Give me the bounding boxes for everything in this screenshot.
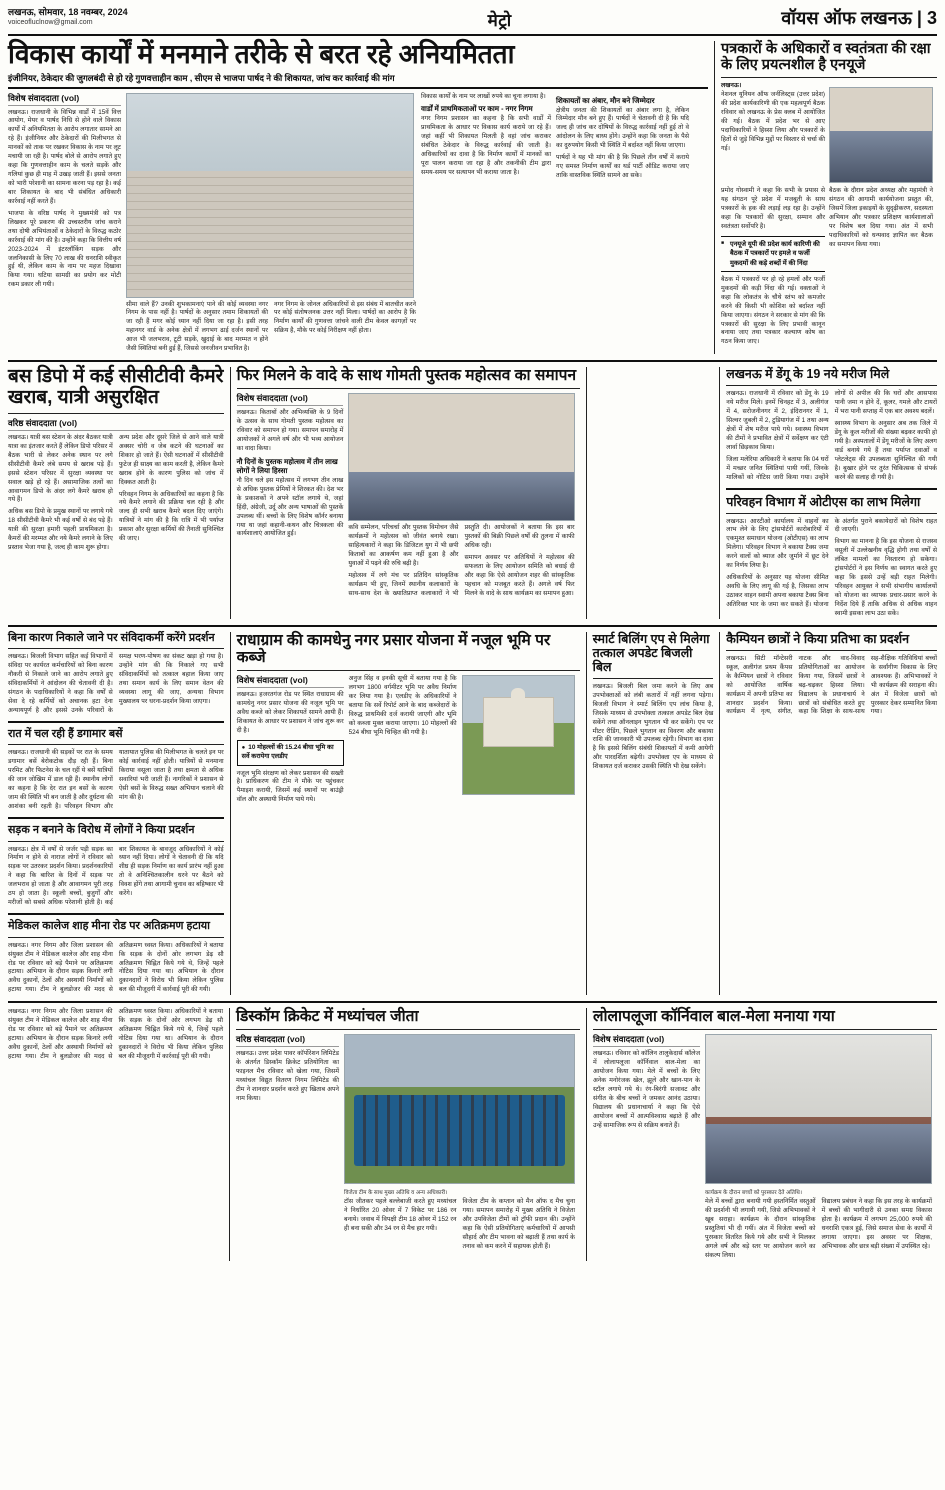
lead-column-1 xyxy=(8,93,126,355)
cricket-article xyxy=(229,1008,580,1261)
sadak-text: लखनऊ। क्षेत्र में वर्षों से जर्जर पड़ी सड़क का निर्माण न होने से नाराज लोगों ने रविवार को सड़क पर उतरकर प्रदर्शन किया। प्रदर्शनकारियों ने कहा कि बारिश के दिनों में सड़क पर जलभराव हो जाता है और आवागमन पूरी तरह ठप हो जाता है। स्कूली बच्चों, बुजुर्गों और मरीजों को सबसे अधिक परेशानी होती है। कई बार शिकायत के बावजूद अधिकारियों ने कोई ध्यान नहीं दिया। लोगों ने चेतावनी दी कि यदि शीघ्र ही सड़क निर्माण का कार्य प्रारंभ नहीं हुआ तो वे अनिश्चितकालीन धरने पर बैठने को विवश होंगे तथा आगामी चुनाव का बहिष्कार भी करेंगे। xyxy=(8,845,224,907)
radhagram-headline: राधाग्राम की कामधेनु नगर प्रसार योजना में नजूल भूमि पर कब्जे xyxy=(236,631,551,666)
radhagram-col3-text: अनुज सिंह व इनकी सूची में बताया गया है कि लगभग 1800 वर्गमीटर भूमि पर अवैध निर्माण कर लिया गया है। एलडीए के अधिकारियों ने बताया कि सर्वे रिपोर्ट आने के बाद कब्जेदारों के विरुद्ध प्राथमिकी दर्ज करायी जाएगी और भूमि को कब्जा मुक्त कराया जाएगा। 10 मोहल्लों की 524 बीघा भूमि चिन्हित की गयी है। xyxy=(348,674,457,736)
radhagram-byline: विशेष संवाददाता (vol) xyxy=(237,675,344,688)
photo-brick-stack xyxy=(127,171,413,297)
gomti-col5-text: समापन अवसर पर अतिथियों ने महोत्सव की सफलता के लिए आयोजन समिति को बधाई दी और कहा कि ऐसे आयोजन शहर की सांस्कृतिक पहचान को मजबूत करते हैं। अगले वर्ष फिर मिलने के वादे के साथ कार्यक्रम का समापन हुआ। xyxy=(464,553,575,597)
lead-col2b-text: नगर निगम के जोनल अधिकारियों से इस संबंध में बातचीत करने पर कोई संतोषजनक उत्तर नहीं मिला। पार्षदों का आरोप है कि निर्माण कार्यों की गुणवत्ता जांचने वाली टीम केवल कागज़ों पर सक्रिय है, मौके पर कोई निरीक्षण नहीं होता। xyxy=(274,300,416,335)
gomti-col4-text: महोत्सव में लगे मंच पर प्रतिदिन सांस्कृतिक कार्यक्रम भी हुए, जिनमें स्थानीय कलाकारों के साथ-साथ देश के ख्यातिप्राप्त कलाकारों ने भी प्रस्तुति दी। आयोजकों ने बताया कि इस बार पुस्तकों की बिक्री पिछले वर्षों की तुलना में काफी अधिक रही। xyxy=(348,524,575,597)
lead-photo xyxy=(126,93,414,298)
cricket-headline: डिस्कॉम क्रिकेट में मध्यांचल जीता xyxy=(236,1008,419,1026)
lolla-article xyxy=(586,1008,937,1261)
photo-group-people xyxy=(830,131,932,183)
rto-col2-text: अधिकारियों के अनुसार यह योजना सीमित अवधि के लिए लागू की गई है, जिसका लाभ उठाकर वाहन स्वामी अपना बकाया टैक्स बिना अतिरिक्त भार के जमा कर सकते हैं। योजना के अंतर्गत पुराने बकायेदारों को विशेष राहत दी जाएगी। xyxy=(726,517,937,608)
nuj-col1-text: नेशनल यूनियन ऑफ जर्नलिस्ट्स (उत्तर प्रदेश) की प्रदेश कार्यकारिणी की एक महत्वपूर्ण बैठक रविवार को लखनऊ के प्रेस क्लब में आयोजित की गई। बैठक में प्रदेश भर से आए पदाधिकारियों ने हिस्सा लिया और पत्रकारों के हितों से जुड़े विभिन्न मुद्दों पर विस्तार से चर्चा की गई। xyxy=(721,91,825,153)
lead-col4-subhead: शिकायतों का अंबार, मौन बने जिम्मेदार xyxy=(556,95,655,105)
band2-spacer xyxy=(586,367,714,619)
page-separator: | xyxy=(916,8,922,28)
radhagram-col2-text: नजूल भूमि संरक्षण को लेकर प्रशासन की सख्ती है। प्राधिकरण की टीम ने मौके पर पहुंचकर पैमाइश करायी, जिसमें कई स्थानों पर बाउंड्री वॉल और अस्थायी निर्माण पाये गये। xyxy=(236,769,344,804)
medical-text: लखनऊ। नगर निगम और जिला प्रशासन की संयुक्त टीम ने मेडिकल कालेज और शाह मीना रोड पर रविवार को बड़े पैमाने पर अतिक्रमण हटाया। अभियान के दौरान सड़क किनारे लगी अवैध दुकानों, ठेलों और अस्थायी निर्माणों को हटाया गया। टीम ने बुलडोजर की मदद से अतिक्रमण ध्वस्त किया। अधिकारियों ने बताया कि सड़क के दोनों ओर लगभग डेढ़ सौ अतिक्रमण चिह्नित किये गये थे, जिन्हें पहले नोटिस दिया गया था। अभियान के दौरान दुकानदारों ने विरोध भी किया लेकिन पुलिस बल की मौजूदगी में कार्रवाई पूरी की गयी। xyxy=(8,941,224,994)
paper-title-block xyxy=(781,6,937,30)
gomti-col2-text: नौ दिन चले इस महोत्सव में लगभग तीन लाख से अधिक पुस्तक प्रेमियों ने शिरकत की। देश भर के प्रकाशकों ने अपने स्टॉल लगाये थे, जहां हिंदी, अंग्रेजी, उर्दू और अन्य भाषाओं की पुस्तकें उपलब्ध थीं। बच्चों के लिए विशेष कॉर्नर बनाया गया था जहां कहानी-कथन और चित्रकला की कार्यशालाएं आयोजित हुईं। xyxy=(236,476,344,538)
lolla-col-2 xyxy=(705,1034,937,1261)
campus-article xyxy=(719,632,937,995)
radhagram-col-1 xyxy=(237,675,349,805)
nuj-headline: पत्रकारों के अधिकारों व स्वतंत्रता की रक्षा के लिए प्रयत्नशील है एनयूजे xyxy=(721,41,931,74)
sadak-article xyxy=(8,824,224,908)
dengue-col2-text: जिला मलेरिया अधिकारी ने बताया कि 04 घरों में मच्छर जनित स्थितियां पायी गयीं, जिनके मालिकों को नोटिस जारी किया गया। उन्होंने लोगों से अपील की कि घरों और आसपास पानी जमा न होने दें, कूलर, गमले और टायरों में भरा पानी सप्ताह में एक बार अवश्य बदलें। xyxy=(726,390,937,481)
radhagram-photo xyxy=(462,675,575,795)
lead-article xyxy=(8,41,708,354)
lead-col3a-text: विकास कार्यों के नाम पर लाखों रुपये का चूना लगाया है। xyxy=(421,92,546,100)
page-number: 3 xyxy=(926,8,937,28)
gomti-col3-text: कवि सम्मेलन, परिचर्चा और पुस्तक विमोचन जैसे कार्यक्रमों ने महोत्सव को जीवंत बनाये रखा। साहित्यकारों ने कहा कि डिजिटल युग में भी छपी किताबों का आकर्षण कम नहीं हुआ है और युवाओं में पढ़ने की रुचि बढ़ी है। xyxy=(348,524,459,567)
samvida-headline: बिना कारण निकाले जाने पर संविदाकर्मी करेंगे प्रदर्शन xyxy=(8,631,215,644)
lead-col1-text: लखनऊ। राजधानी के विभिन्न वार्डों में 15वें वित्त आयोग, मेयर व पार्षद निधि से होने वाले विकास कार्यों में अनियमितता के आरोप लगातार सामने आ रहे हैं। इंजीनियर और ठेकेदारों की मिलीभगत से मानकों को ताक पर रखकर विकास के नाम पर लूट मचायी जा रही है। पार्षद बोले से आरोप लगाते हुए कहा कि गुणवत्ताहीन काम के चलते सड़कें और गलियां कुछ ही माह में उखड़ जाती हैं। इससे जनता को भारी परेशानी का सामना करना पड़ रहा है। कई बार शिकायत के बाद भी संबंधित अधिकारी कार्रवाई नहीं करते हैं। xyxy=(8,108,121,205)
dateline: लखनऊ, सोमवार, 18 नवम्बर, 2024 xyxy=(8,7,128,17)
nuj-dateline: लखनऊ। xyxy=(721,82,742,90)
lead-col3-subhead: वार्डों में प्राथमिकताओं पर काम - नगर निगम xyxy=(421,104,533,114)
cctv-col3b-text: परिवहन निगम के अधिकारियों का कहना है कि नये कैमरे लगाने की प्रक्रिया चल रही है और जल्द ही सभी खराब कैमरे बदल दिए जाएंगे। यात्रियों ने मांग की है कि रात्रि में भी पर्याप्त प्रकाश और सुरक्षा कर्मियों की तैनाती सुनिश्चित की जाए। xyxy=(118,490,224,543)
nuj-photo xyxy=(829,87,933,183)
band-two xyxy=(8,360,937,619)
photo-dome xyxy=(511,688,524,700)
gomti-col-1 xyxy=(237,393,349,599)
samvida-article xyxy=(8,632,224,716)
cricket-col3-text: विजेता टीम के कप्तान को मैन ऑफ द मैच चुना गया। समापन समारोह में मुख्य अतिथि ने विजेता और उपविजेता टीमों को ट्रॉफी प्रदान की। उन्होंने कहा कि ऐसी प्रतियोगिताएं कर्मचारियों में आपसी सौहार्द और टीम भावना को बढ़ाती हैं तथा कार्य के तनाव को कम करने में सहायक होती हैं। xyxy=(462,1198,575,1250)
photo-team-group xyxy=(354,1095,565,1166)
cctv-col3-text: अन्य प्रदेश और दूसरे जिले से आने वाले यात्री अक्सर चोरी व जेब कटने की घटनाओं का शिकार हो जाते हैं। ऐसी घटनाओं में सीसीटीवी फुटेज ही साक्ष्य का काम करती है, लेकिन कैमरे खराब होने के कारण पुलिस को जांच में दिक्कत आती है। xyxy=(118,433,224,486)
rto-article xyxy=(726,495,937,619)
radhagram-col-2 xyxy=(349,675,462,805)
medical-headline: मेडिकल कालेज शाह मीना रोड पर अतिक्रमण हटाया xyxy=(8,920,211,933)
dengue-article xyxy=(726,367,937,482)
nuj-col4-text: बैठक के दौरान प्रदेश अध्यक्ष और महामंत्री ने संगठन की आगामी कार्ययोजना प्रस्तुत की, जिसमें जिला इकाइयों के सुदृढ़ीकरण, सदस्यता अभियान और पत्रकार प्रशिक्षण कार्यशालाओं पर विशेष बल दिया गया। अंत में सभी पदाधिकारियों को धन्यवाद ज्ञापित कर बैठक का समापन किया गया। xyxy=(829,187,933,249)
smart-billing-article xyxy=(586,632,714,995)
cricket-photo-caption: विजेता टीम के साथ मुख्य अतिथि व अन्य अधिकारी। xyxy=(344,1190,448,1197)
lead-column-4 xyxy=(556,93,694,355)
paper-name: वॉयस ऑफ लखनऊ xyxy=(781,8,912,28)
lolla-photo xyxy=(705,1034,932,1184)
lolla-photo-caption: कार्यक्रम के दौरान बच्चों को पुरस्कार देते अतिथि। xyxy=(705,1190,803,1197)
smart-text: लखनऊ। बिजली बिल जमा करने के लिए अब उपभोक्ताओं को लंबी कतारों में नहीं लगना पड़ेगा। बिजली विभाग ने स्मार्ट बिलिंग एप लांच किया है, जिसके माध्यम से उपभोक्ता तत्काल अपडेट बिल देख सकेंगे तथा ऑनलाइन भुगतान भी कर सकेंगे। एप पर मीटर रीडिंग, पिछले भुगतान का विवरण और बकाया राशि की जानकारी भी उपलब्ध रहेगी। विभाग का दावा है कि इससे बिलिंग संबंधी शिकायतों में कमी आयेगी और पारदर्शिता बढ़ेगी। उपभोक्ता एप के माध्यम से शिकायत दर्ज कराकर उसकी स्थिति भी देख सकेंगे। xyxy=(592,682,714,771)
lead-col1b-text: भाजपा के वरिष्ठ पार्षद ने मुख्यमंत्री को पत्र लिखकर पूरे प्रकरण की उच्चस्तरीय जांच कराने तथा दोषी अभियंताओं व ठेकेदारों के विरुद्ध कठोर कार्रवाई की मांग की है। उन्होंने कहा कि वित्तीय वर्ष 2023-2024 में इंटरलॉकिंग सड़क और जलनिकासी के लिए 70 लाख की धनराशि स्वीकृत हुई थी, लेकिन काम के नाम पर महज दिखावा किया गया। घटिया सामग्री का प्रयोग कर मोटी रकम डकार ली गयी। xyxy=(8,209,121,289)
masthead-left xyxy=(8,6,218,28)
cricket-col1-text: लखनऊ। उत्तर प्रदेश पावर कॉर्पोरेशन लिमिटेड के अंतर्गत डिस्कॉम क्रिकेट प्रतियोगिता का फाइनल मैच रविवार को खेला गया, जिसमें मध्यांचल विद्युत वितरण निगम लिमिटेड की टीम ने शानदार प्रदर्शन करते हुए खिताब अपने नाम किया। xyxy=(236,1050,339,1102)
left-stack xyxy=(8,632,224,995)
dengue-headline: लखनऊ में डेंगू के 19 नये मरीज मिले xyxy=(726,367,890,382)
radhagram-photo-wrap xyxy=(462,675,580,805)
cricket-photo xyxy=(344,1034,575,1184)
cctv-col2-text: अधिक बस डिपो के प्रमुख स्थानों पर लगाये गये 18 सीसीटीवी कैमरे भी कई वर्षों से बंद पड़े हैं। यात्री की सुरक्षा हमारी पहली प्राथमिकता है। कैमरों की मरम्मत और नये कैमरे लगाने के लिए प्रस्ताव भेजा गया है, जल्द ही काम शुरू होगा। xyxy=(8,508,113,552)
cricket-col2-text: टॉस जीतकर पहले बल्लेबाजी करते हुए मध्यांचल ने निर्धारित 20 ओवर में 7 विकेट पर 186 रन बनाये। जवाब में विपक्षी टीम 18 ओवर में 152 रन ही बना सकी और 34 रन से मैच हार गयी। xyxy=(344,1198,457,1233)
photo-children-group xyxy=(706,1124,931,1183)
nuj-photo-wrap xyxy=(829,82,937,187)
section-title: मेट्रो xyxy=(487,11,512,30)
campus-headline: कैम्पियन छात्रों ने किया प्रतिभा का प्रदर्शन xyxy=(726,631,910,646)
dangamaar-text: लखनऊ। राजधानी की सड़कों पर रात के समय डगामार बसें बेरोकटोक दौड़ रही हैं। बिना परमिट और फिटनेस के चल रहीं ये बसें यात्रियों की जान जोखिम में डाल रही हैं। स्थानीय लोगों का कहना है कि देर रात इन बसों के कारण जाम की स्थिति भी बन जाती है और दुर्घटना की आशंका बनी रहती है। परिवहन विभाग और यातायात पुलिस की मिलीभगत के चलते इन पर कोई कार्रवाई नहीं होती। यात्रियों से मनमाना किराया वसूला जाता है तथा क्षमता से अधिक सवारियां भरी जाती हैं। नागरिकों ने प्रशासन से ऐसी बसों के विरुद्ध सख्त अभियान चलाने की मांग की है। xyxy=(8,749,224,811)
gomti-byline: विशेष संवाददाता (vol) xyxy=(237,393,344,406)
rto-col3-text: विभाग का मानना है कि इस योजना से राजस्व वसूली में उल्लेखनीय वृद्धि होगी तथा वर्षों से लंबित मामलों का निस्तारण हो सकेगा। ट्रांसपोर्टरों ने इस निर्णय का स्वागत करते हुए कहा कि इससे उन्हें बड़ी राहत मिलेगी। परिवहन आयुक्त ने सभी संभागीय कार्यालयों को योजना का व्यापक प्रचार-प्रसार करने के निर्देश दिये हैं ताकि अधिक से अधिक वाहन स्वामी इसका लाभ उठा सकें। xyxy=(834,538,937,617)
radhagram-article xyxy=(230,632,580,995)
cricket-byline: वरिष्ठ संवाददाता (vol) xyxy=(236,1034,339,1047)
lead-column-2 xyxy=(126,93,421,355)
nuj-col-2 xyxy=(721,187,829,347)
smart-headline: स्मार्ट बिलिंग एप से मिलेगा तत्काल अपडेट बिजली बिल xyxy=(592,631,710,674)
rto-headline: परिवहन विभाग में ओटीएस का लाभ मिलेगा xyxy=(726,494,921,509)
band-three xyxy=(8,625,937,995)
lead-col4a-text: क्षेत्रीय जनता की शिकायतों का अंबार लगा है, लेकिन जिम्मेदार मौन बने हुए हैं। पार्षदों ने चेतावनी दी है कि यदि जल्द ही जांच कर दोषियों के विरुद्ध कार्रवाई नहीं हुई तो वे आंदोलन के लिए बाध्य होंगे। उन्होंने कहा कि जनता के पैसे का दुरुपयोग किसी भी स्थिति में बर्दाश्त नहीं किया जाएगा। xyxy=(556,106,689,150)
email-address: voiceofluclnow@gmail.com xyxy=(8,19,93,27)
lead-col2a-text: सीमा वाले हैं? उनकी शुभकामनाएं पाने की कोई व्यवस्था नगर निगम के पास नहीं है। पार्षदों के अनुसार तमाम शिकायतों की जा रही हैं मगर कोई ध्यान नहीं दिया जा रहा है। इसी तरह महानगर वार्ड के अनेक क्षेत्रों में लगभग ढाई दर्जन स्थानों पर आज भी जलभराव, टूटी सड़कें, खुदाई के बाद मरम्मत न होने जैसी स्थितियां बनी हुई हैं, जिससे जनजीवन प्रभावित है। xyxy=(126,300,268,353)
gomti-col1-text: लखनऊ। किताबों और अभिव्यक्ति के 9 दिनों के उत्सव के साथ गोमती पुस्तक महोत्सव का रविवार को समापन हो गया। समापन समारोह में आयोजकों ने अगले वर्ष और भी भव्य आयोजन का वादा किया। xyxy=(236,409,344,452)
dengue-col1-text: लखनऊ। राजधानी में रविवार को डेंगू के 19 नये मरीज मिले। इनमें चिनहट में 3, अलीगंज में 4, सरोजनीनगर में 2, इंदिरानगर में 1, सिल्वर जुबली में 2, टुडियागंज में 1 तथा अन्य क्षेत्रों में शेष मरीज पाये गये। स्वास्थ्य विभाग की टीमों ने प्रभावित क्षेत्रों में सर्वेक्षण कर एंटी लार्वा छिड़काव किया। xyxy=(726,390,829,451)
lead-col3b-text: नगर निगम प्रशासन का कहना है कि सभी वार्डों में प्राथमिकता के आधार पर विकास कार्य कराये जा रहे हैं। जहां कहीं भी शिकायत मिलती है वहां जांच कराकर संबंधित ठेकेदार के विरुद्ध कार्रवाई की जाती है। अधिकारियों का दावा है कि निर्माण कार्यों में मानकों का पूरा पालन कराया जा रहा है और तकनीकी टीम द्वारा समय-समय पर सत्यापन भी कराया जाता है। xyxy=(421,115,551,177)
band4-left-text: लखनऊ। नगर निगम और जिला प्रशासन की संयुक्त टीम ने मेडिकल कालेज और शाह मीना रोड पर रविवार को बड़े पैमाने पर अतिक्रमण हटाया। अभियान के दौरान सड़क किनारे लगी अवैध दुकानों, ठेलों और अस्थायी निर्माणों को हटाया गया। टीम ने बुलडोजर की मदद से अतिक्रमण ध्वस्त किया। अधिकारियों ने बताया कि सड़क के दोनों ओर लगभग डेढ़ सौ अतिक्रमण चिह्नित किये गये थे, जिन्हें पहले नोटिस दिया गया था। अभियान के दौरान दुकानदारों ने विरोध भी किया लेकिन पुलिस बल की मौजूदगी में कार्रवाई पूरी की गयी। xyxy=(8,1008,223,1060)
dengue-col3-text: स्वास्थ्य विभाग के अनुसार अब तक जिले में डेंगू के कुल मरीजों की संख्या बढ़कर काफी हो गयी है। अस्पतालों में डेंगू मरीजों के लिए अलग वार्ड बनाये गये हैं तथा पर्याप्त दवाओं व प्लेटलेट्स की उपलब्धता सुनिश्चित की गयी है। बुखार होने पर तुरंत चिकित्सक से संपर्क करने की सलाह दी गयी है। xyxy=(834,419,937,481)
photo-visitors xyxy=(349,472,573,520)
radhagram-col1-text: लखनऊ। हजरतगंज रोड पर स्थित राधाग्राम की कामधेनु नगर प्रसार योजना की नजूल भूमि पर अवैध कब्जे को लेकर शिकायतें सामने आयी हैं। शिकायत के आधार पर प्रशासन ने जांच शुरू कर दी है। xyxy=(236,690,344,734)
lead-section xyxy=(8,41,937,354)
band4-left-filler xyxy=(8,1008,223,1261)
gomti-col-2 xyxy=(348,393,579,599)
gomti-photo xyxy=(348,393,574,521)
nuj-col-1 xyxy=(721,82,829,187)
nuj-pullquote: ■ एनयूजे यूपी की प्रदेश कार्य कारिणी की बैठक में पत्रकारों पर हमले व फर्जी मुकदमों की कड़े शब्दों में की निंदा xyxy=(721,236,825,272)
cctv-headline: बस डिपो में कई सीसीटीवी कैमरे खराब, यात्री असुरक्षित xyxy=(8,366,224,409)
cricket-col-1 xyxy=(236,1034,344,1252)
cctv-article xyxy=(8,367,224,619)
medical-article xyxy=(8,920,224,995)
gomti-article xyxy=(230,367,580,619)
lolla-col-1 xyxy=(593,1034,705,1261)
rto-col1-text: लखनऊ। आरटीओ कार्यालय में वाहनों का लाभ लेने के लिए ट्रांसपोर्टरों कारोबारियों में एकमुश्त समाधान योजना (ओटीएस) का लाभ मिलेगा। परिवहन विभाग ने बकाया टैक्स जमा करने वालों को ब्याज और जुर्माने में छूट देने का निर्णय लिया है। xyxy=(726,517,829,570)
nuj-col-3 xyxy=(829,187,937,347)
lead-column-3 xyxy=(421,93,556,355)
radhagram-kicker: ● 10 मोहल्लों की 15.24 बीघा भूमि का सर्वे करायेगा एलडीए xyxy=(237,740,344,766)
dengue-rto-column xyxy=(719,367,937,619)
sadak-headline: सड़क न बनाने के विरोध में लोगों ने किया प्रदर्शन xyxy=(8,824,195,836)
gomti-headline: फिर मिलने के वादे के साथ गोमती पुस्तक महोत्सव का समापन xyxy=(236,367,577,385)
photo-building xyxy=(483,697,554,747)
lolla-headline: लोलापलूजा कॉर्निवाल बाल-मेला मनाया गया xyxy=(593,1008,835,1026)
nuj-article xyxy=(714,41,937,354)
cctv-byline: वरिष्ठ संवाददाता (vol) xyxy=(8,418,224,431)
lead-byline: विशेष संवाददाता (vol) xyxy=(8,93,121,106)
nuj-col2-text: प्रमोद गोस्वामी ने कहा कि सभी के प्रयास से यह संगठन पूरे प्रदेश में मजबूती के साथ पत्रकारों के हक की लड़ाई लड़ रहा है। उन्होंने कहा कि पत्रकारों की सुरक्षा, सम्मान और स्वतंत्रता सर्वोपरि है। xyxy=(721,187,825,231)
lead-headline: विकास कार्यों में मनमाने तरीके से बरत रहे अनियमितता xyxy=(8,39,515,69)
lead-col4b-text: पार्षदों ने यह भी मांग की है कि पिछले तीन वर्षों में कराये गए समस्त निर्माण कार्यों का थर्ड पार्टी ऑडिट कराया जाए ताकि वास्तविक स्थिति सामने आ सके। xyxy=(556,154,689,180)
lolla-byline: विशेष संवाददाता (vol) xyxy=(593,1034,700,1047)
nuj-col3-text: बैठक में पत्रकारों पर हो रहे हमलों और फर्जी मुकदमों की कड़ी निंदा की गई। वक्ताओं ने कहा कि लोकतंत्र के चौथे स्तंभ को कमजोर करने की किसी भी कोशिश को बर्दाश्त नहीं किया जाएगा। संगठन ने सरकार से मांग की कि पत्रकारों की सुरक्षा के लिए प्रभावी कानून बनाया जाए तथा पत्रकार कल्याण कोष का गठन किया जाए। xyxy=(721,275,825,346)
gomti-subhead: नौ दिनों के पुस्तक महोत्सव में तीन लाख लोगों ने लिया हिस्सा xyxy=(236,456,338,475)
lolla-col3-text: विद्यालय प्रबंधन ने कहा कि इस तरह के कार्यक्रमों में बच्चों की भागीदारी से उनका समग्र विकास होता है। कार्यक्रम में लगभग 25,000 रुपये की धनराशि एकत्र हुई, जिसे समाज सेवा के कार्यों में लगाया जाएगा। इस अवसर पर शिक्षक, अभिभावक और छात्र बड़ी संख्या में उपस्थित रहे। xyxy=(821,1198,932,1250)
samvida-text: लखनऊ। बिजली विभाग सहित कई विभागों में संविदा पर कार्यरत कर्मचारियों को बिना कारण नौकरी से निकाले जाने का आरोप लगाते हुए संविदाकर्मियों ने आंदोलन की चेतावनी दी है। संगठन के पदाधिकारियों ने कहा कि वर्षों से सेवा दे रहे कर्मियों को अचानक हटा देना अन्यायपूर्ण है और इससे उनके परिवारों के समक्ष भरण-पोषण का संकट खड़ा हो गया है। उन्होंने मांग की कि निकाले गए सभी संविदाकर्मियों को तत्काल बहाल किया जाए तथा समान कार्य के लिए समान वेतन की व्यवस्था लागू की जाए, अन्यथा विभाग मुख्यालय पर धरना-प्रदर्शन किया जाएगा। xyxy=(8,653,224,714)
dangamaar-article xyxy=(8,728,224,812)
campus-text: लखनऊ। सिटी मॉन्टेसरी स्कूल, अलीगंज प्रथम कैंपस के कैम्पियन छात्रों ने रविवार को आयोजित वार्षिक कार्यक्रम में अपनी प्रतिभा का शानदार प्रदर्शन किया। कार्यक्रम में नृत्य, संगीत, नाटक और वाद-विवाद प्रतियोगिताओं का आयोजन किया गया, जिसमें छात्रों ने बढ़-चढ़कर हिस्सा लिया। विद्यालय के प्रधानाचार्य ने छात्रों को संबोधित करते हुए कहा कि शिक्षा के साथ-साथ सह-शैक्षिक गतिविधियां बच्चों के सर्वांगीण विकास के लिए आवश्यक हैं। अभिभावकों ने भी कार्यक्रम की सराहना की। अंत में विजेता छात्रों को पुरस्कार देकर सम्मानित किया गया। xyxy=(726,654,937,716)
masthead xyxy=(8,6,937,36)
band-four xyxy=(8,1001,937,1261)
lead-subhead: इंजीनियर, ठेकेदार की जुगलबंदी से हो रहे गुणवत्ताहीन काम , सीएम से भाजपा पार्षद ने की शिकायत, जांच कर कार्रवाई की मांग xyxy=(8,72,708,89)
dangamaar-headline: रात में चल रही हैं डगामार बसें xyxy=(8,727,123,740)
lolla-col2-text: मेले में बच्चों द्वारा बनायी गयी हस्तनिर्मित वस्तुओं की प्रदर्शनी भी लगायी गयी, जिसे अभिभावकों ने खूब सराहा। कार्यक्रम के दौरान सांस्कृतिक प्रस्तुतियां भी दी गयीं। अंत में विजेता बच्चों को पुरस्कार वितरित किये गये और सभी ने मिलकर अगले वर्ष और बड़े स्तर पर आयोजन करने का संकल्प लिया। xyxy=(705,1198,816,1259)
cctv-col1-text: लखनऊ। यात्री बस स्टेशन के अंदर बैठकर यात्री यात्रा का इंतजार करते हैं लेकिन डिपो परिसर में बैठक भारी से लेकर अनेक स्थान पर लगे सीसीटीवी कैमरे लंबे समय से खराब पड़े हैं। इससे स्टेशन परिसर में सुरक्षा व्यवस्था पर सवाल खड़े हो रहे हैं। असामाजिक तत्वों का आवागमन डिपो के अंदर लगे कैमरे खराब हो गये हैं। xyxy=(8,433,113,504)
cricket-col-2 xyxy=(344,1034,580,1252)
lolla-col1-text: लखनऊ। रविवार को कॉलिन तालुकेदार्स कॉलेज में लोलापलूजा कॉर्निवाल बाल-मेला का आयोजन किया गया। मेले में बच्चों के लिए अनेक मनोरंजक खेल, झूले और खान-पान के स्टॉल लगाये गये थे। रंग-बिरंगी सजावट और संगीत के बीच बच्चों ने जमकर आनंद उठाया। विद्यालय की प्रधानाचार्या ने कहा कि ऐसे आयोजन बच्चों में आत्मविश्वास बढ़ाते हैं और उन्हें सामाजिक रूप से सक्रिय बनाते हैं। xyxy=(593,1050,700,1129)
